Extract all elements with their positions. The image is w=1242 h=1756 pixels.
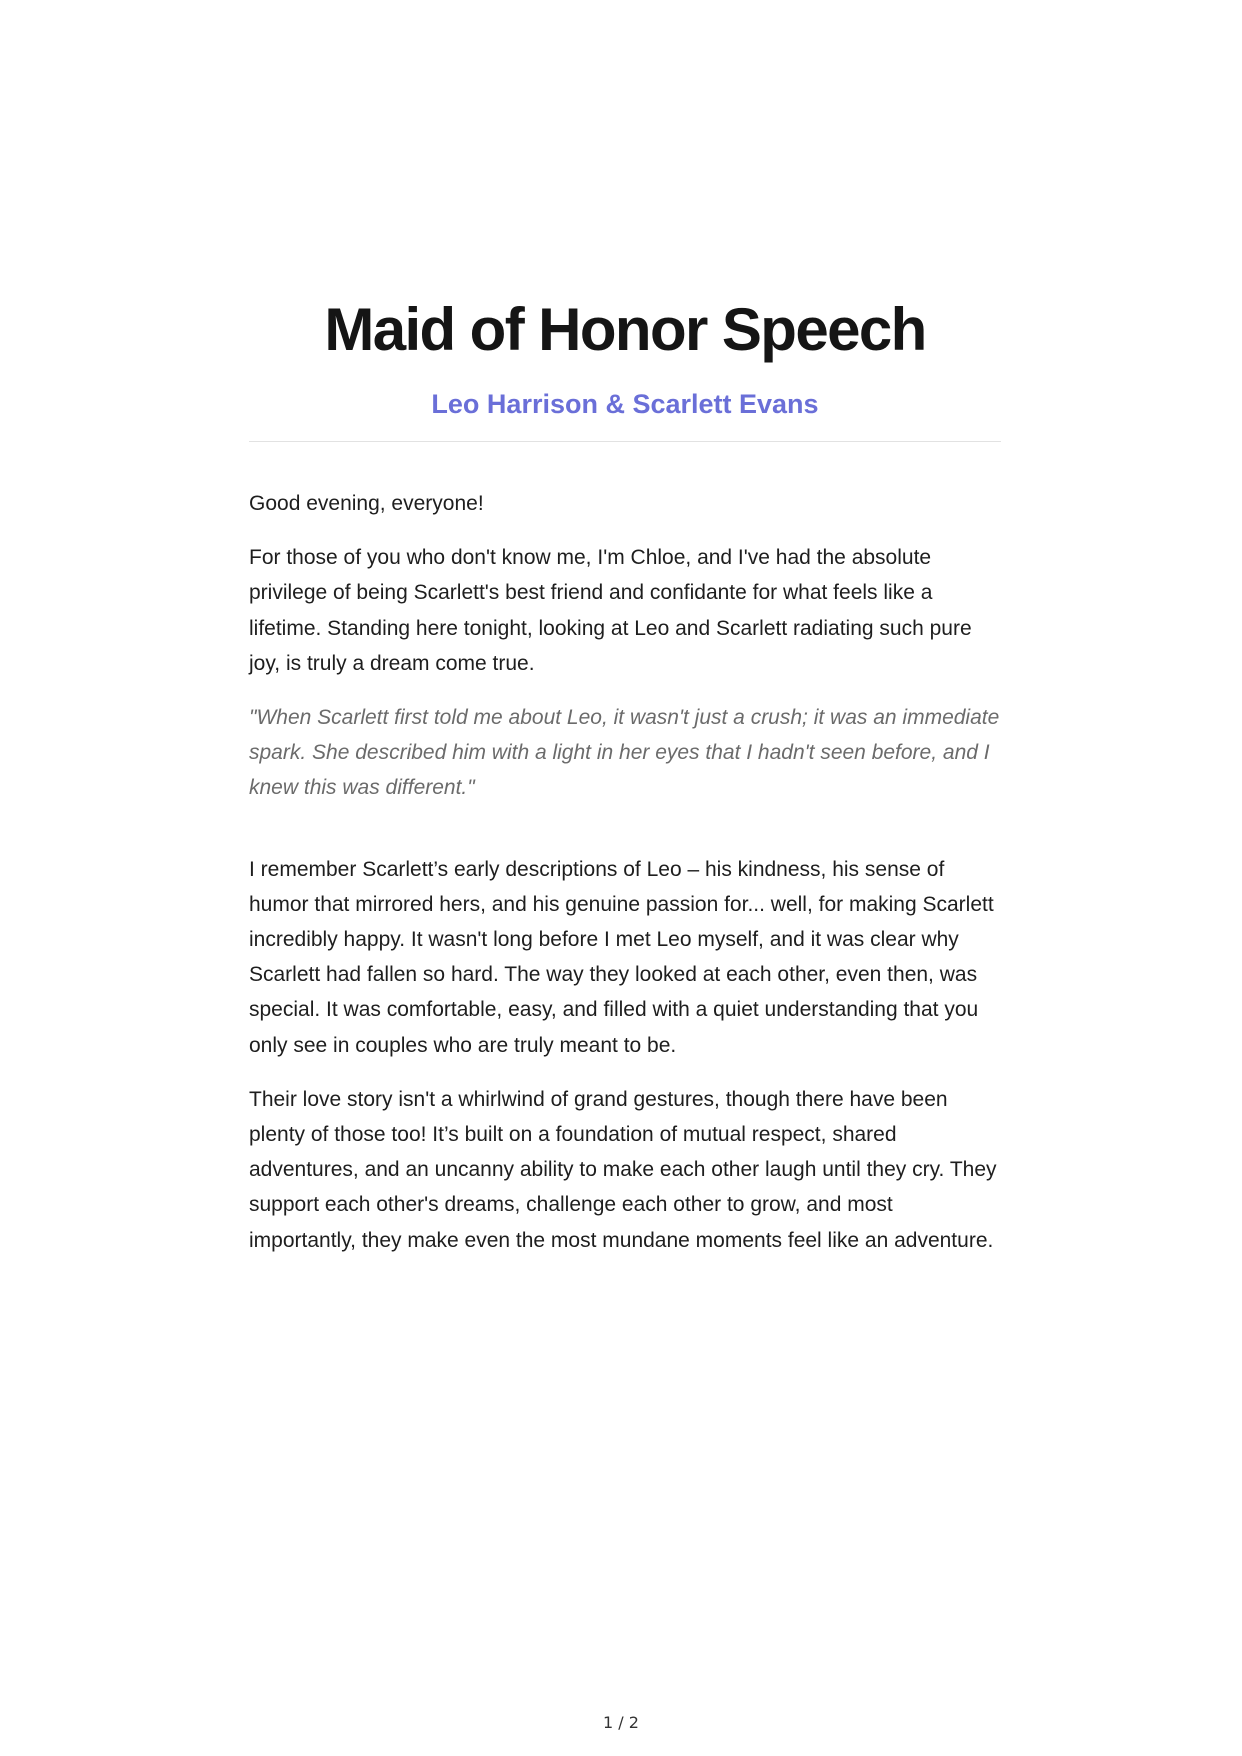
speech-body — [249, 486, 1001, 1258]
greeting-paragraph: Good evening, everyone! — [249, 492, 484, 515]
page-number: 1 / 2 — [603, 1713, 639, 1732]
header-divider — [249, 441, 1001, 442]
speech-content — [249, 290, 1001, 1277]
love-story-paragraph: Their love story isn't a whirlwind of grand gestures, though there have been plenty of those too! It’s built on a foundation of mutual respect, shared adventures, and an uncanny ability to make each other laugh until they cry. They support each other's dreams, challenge each other to grow, and most importantly, they make even the most mundane moments feel like an adventure. — [249, 1087, 997, 1252]
first-meeting-paragraph: I remember Scarlett’s early descriptions of Leo – his kindness, his sense of humor that mirrored hers, and his genuine passion for... well, for making Scarlett incredibly happy. It wasn't long before I met Leo myself, and it was clear why Scarlett had fallen so hard. The way they looked at each other, even then, was special. It was comfortable, easy, and filled with a quiet understanding that you only see in couples who are truly meant to be. — [249, 857, 994, 1057]
page-title: Maid of Honor Speech — [324, 296, 926, 363]
couple-names-subtitle: Leo Harrison & Scarlett Evans — [431, 389, 819, 419]
introduction-paragraph: For those of you who don't know me, I'm Chloe, and I've had the absolute privilege of being Scarlett's best friend and confidante for what feels like a lifetime. Standing here tonight, looking at Leo and Scarlett radiating such pure joy, is truly a dream come true. — [249, 546, 972, 675]
pull-quote: "When Scarlett first told me about Leo, it wasn't just a crush; it was an immediate spark. She described him with a light in her eyes that I hadn't seen before, and I knew this was different." — [249, 706, 1000, 800]
